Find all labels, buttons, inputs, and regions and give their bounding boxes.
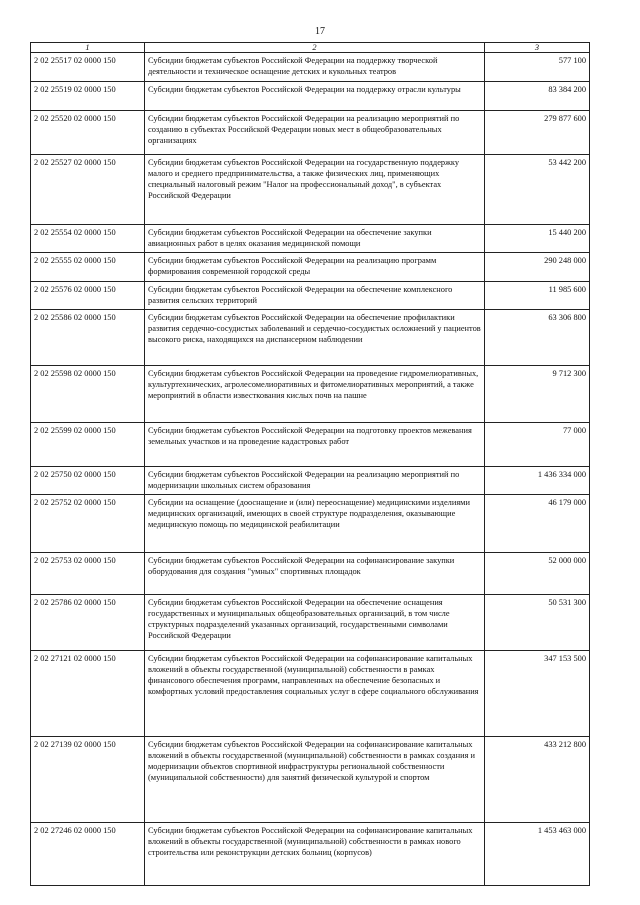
description-cell: Субсидии на оснащение (дооснащение и (или) переоснащение) медицинскими изделиями медицинских организаций, имеющих в своей структуре подразделения, оказывающие медицинскую помощь по медицинской реабилитации xyxy=(145,495,485,553)
amount-cell: 52 000 000 xyxy=(485,553,590,595)
table-row xyxy=(31,651,590,737)
description-cell: Субсидии бюджетам субъектов Российской Федерации на софинансирование капитальных вложений в объекты государственной (муниципальной) собственности в рамках финансового обеспечения программ, направленных на обеспечение безопасных и комфортных условий предоставления социальных услуг в сфере социального обслуживания xyxy=(145,651,485,737)
amount-cell: 63 306 800 xyxy=(485,310,590,366)
amount-cell: 1 436 334 000 xyxy=(485,467,590,495)
table-row xyxy=(31,595,590,651)
budget-table xyxy=(30,42,590,886)
amount-cell: 433 212 800 xyxy=(485,737,590,823)
table-row xyxy=(31,495,590,553)
table-row xyxy=(31,225,590,253)
description-cell: Субсидии бюджетам субъектов Российской Федерации на государственную поддержку малого и среднего предпринимательства, а также физических лиц, применяющих специальный налоговый режим "Налог на профессиональный доход", в субъектах Российской Федерации xyxy=(145,155,485,225)
amount-cell: 279 877 600 xyxy=(485,111,590,155)
description-cell: Субсидии бюджетам субъектов Российской Федерации на подготовку проектов межевания земельных участков и на проведение кадастровых работ xyxy=(145,423,485,467)
column-header-3: 3 xyxy=(485,43,590,53)
amount-cell: 11 985 600 xyxy=(485,282,590,310)
code-cell: 2 02 25520 02 0000 150 xyxy=(31,111,145,155)
description-cell: Субсидии бюджетам субъектов Российской Федерации на обеспечение профилактики развития сердечно-сосудистых заболеваний и сердечно-сосудистых осложнений у пациентов высокого риска, находящихся на диспансерном наблюдении xyxy=(145,310,485,366)
amount-cell: 53 442 200 xyxy=(485,155,590,225)
column-header-1: 1 xyxy=(31,43,145,53)
description-cell: Субсидии бюджетам субъектов Российской Федерации на реализацию мероприятий по модернизации школьных систем образования xyxy=(145,467,485,495)
amount-cell: 290 248 000 xyxy=(485,253,590,282)
code-cell: 2 02 25554 02 0000 150 xyxy=(31,225,145,253)
table-row xyxy=(31,366,590,423)
table-row xyxy=(31,310,590,366)
code-cell: 2 02 25576 02 0000 150 xyxy=(31,282,145,310)
table-body xyxy=(31,53,590,886)
code-cell: 2 02 25750 02 0000 150 xyxy=(31,467,145,495)
amount-cell: 15 440 200 xyxy=(485,225,590,253)
table-row xyxy=(31,737,590,823)
code-cell: 2 02 25752 02 0000 150 xyxy=(31,495,145,553)
description-cell: Субсидии бюджетам субъектов Российской Федерации на софинансирование капитальных вложений в объекты государственной (муниципальной) собственности в рамках создания и модернизации объектов спортивной инфраструктуры региональной собственности (муниципальной собственности) для занятий физической культурой и спортом xyxy=(145,737,485,823)
table-row xyxy=(31,111,590,155)
code-cell: 2 02 25753 02 0000 150 xyxy=(31,553,145,595)
description-cell: Субсидии бюджетам субъектов Российской Федерации на обеспечение комплексного развития сельских территорий xyxy=(145,282,485,310)
code-cell: 2 02 27246 02 0000 150 xyxy=(31,823,145,886)
code-cell: 2 02 25598 02 0000 150 xyxy=(31,366,145,423)
code-cell: 2 02 25599 02 0000 150 xyxy=(31,423,145,467)
table-header xyxy=(31,43,590,53)
description-cell: Субсидии бюджетам субъектов Российской Федерации на обеспечение закупки авиационных работ в целях оказания медицинской помощи xyxy=(145,225,485,253)
description-cell: Субсидии бюджетам субъектов Российской Федерации на софинансирование капитальных вложений в объекты государственной (муниципальной) собственности в рамках нового строительства или реконструкции детских больниц (корпусов) xyxy=(145,823,485,886)
table-row xyxy=(31,82,590,111)
table-row xyxy=(31,282,590,310)
amount-cell: 577 100 xyxy=(485,53,590,82)
code-cell: 2 02 25519 02 0000 150 xyxy=(31,82,145,111)
amount-cell: 1 453 463 000 xyxy=(485,823,590,886)
amount-cell: 46 179 000 xyxy=(485,495,590,553)
table-row xyxy=(31,53,590,82)
table-row xyxy=(31,553,590,595)
description-cell: Субсидии бюджетам субъектов Российской Федерации на обеспечение оснащения государственных и муниципальных общеобразовательных организаций, в том числе структурных подразделений указанных организаций, государственными символами Российской Федерации xyxy=(145,595,485,651)
description-cell: Субсидии бюджетам субъектов Российской Федерации на поддержку отрасли культуры xyxy=(145,82,485,111)
table-row xyxy=(31,155,590,225)
table-row xyxy=(31,823,590,886)
page-number: 17 xyxy=(315,26,325,37)
amount-cell: 347 153 500 xyxy=(485,651,590,737)
table-row xyxy=(31,423,590,467)
code-cell: 2 02 27121 02 0000 150 xyxy=(31,651,145,737)
code-cell: 2 02 25527 02 0000 150 xyxy=(31,155,145,225)
amount-cell: 77 000 xyxy=(485,423,590,467)
code-cell: 2 02 25517 02 0000 150 xyxy=(31,53,145,82)
table-row xyxy=(31,467,590,495)
amount-cell: 83 384 200 xyxy=(485,82,590,111)
description-cell: Субсидии бюджетам субъектов Российской Федерации на поддержку творческой деятельности и техническое оснащение детских и кукольных театров xyxy=(145,53,485,82)
description-cell: Субсидии бюджетам субъектов Российской Федерации на софинансирование закупки оборудования для создания "умных" спортивных площадок xyxy=(145,553,485,595)
code-cell: 2 02 27139 02 0000 150 xyxy=(31,737,145,823)
code-cell: 2 02 25586 02 0000 150 xyxy=(31,310,145,366)
column-header-2: 2 xyxy=(145,43,485,53)
description-cell: Субсидии бюджетам субъектов Российской Федерации на реализацию мероприятий по созданию в субъектах Российской Федерации новых мест в общеобразовательных организациях xyxy=(145,111,485,155)
code-cell: 2 02 25555 02 0000 150 xyxy=(31,253,145,282)
table-row xyxy=(31,253,590,282)
amount-cell: 50 531 300 xyxy=(485,595,590,651)
amount-cell: 9 712 300 xyxy=(485,366,590,423)
description-cell: Субсидии бюджетам субъектов Российской Федерации на реализацию программ формирования современной городской среды xyxy=(145,253,485,282)
description-cell: Субсидии бюджетам субъектов Российской Федерации на проведение гидромелиоративных, культуртехнических, агролесомелиоративных и фитомелиоративных мероприятий, а также мероприятий в области известкования кислых почв на пашне xyxy=(145,366,485,423)
code-cell: 2 02 25786 02 0000 150 xyxy=(31,595,145,651)
